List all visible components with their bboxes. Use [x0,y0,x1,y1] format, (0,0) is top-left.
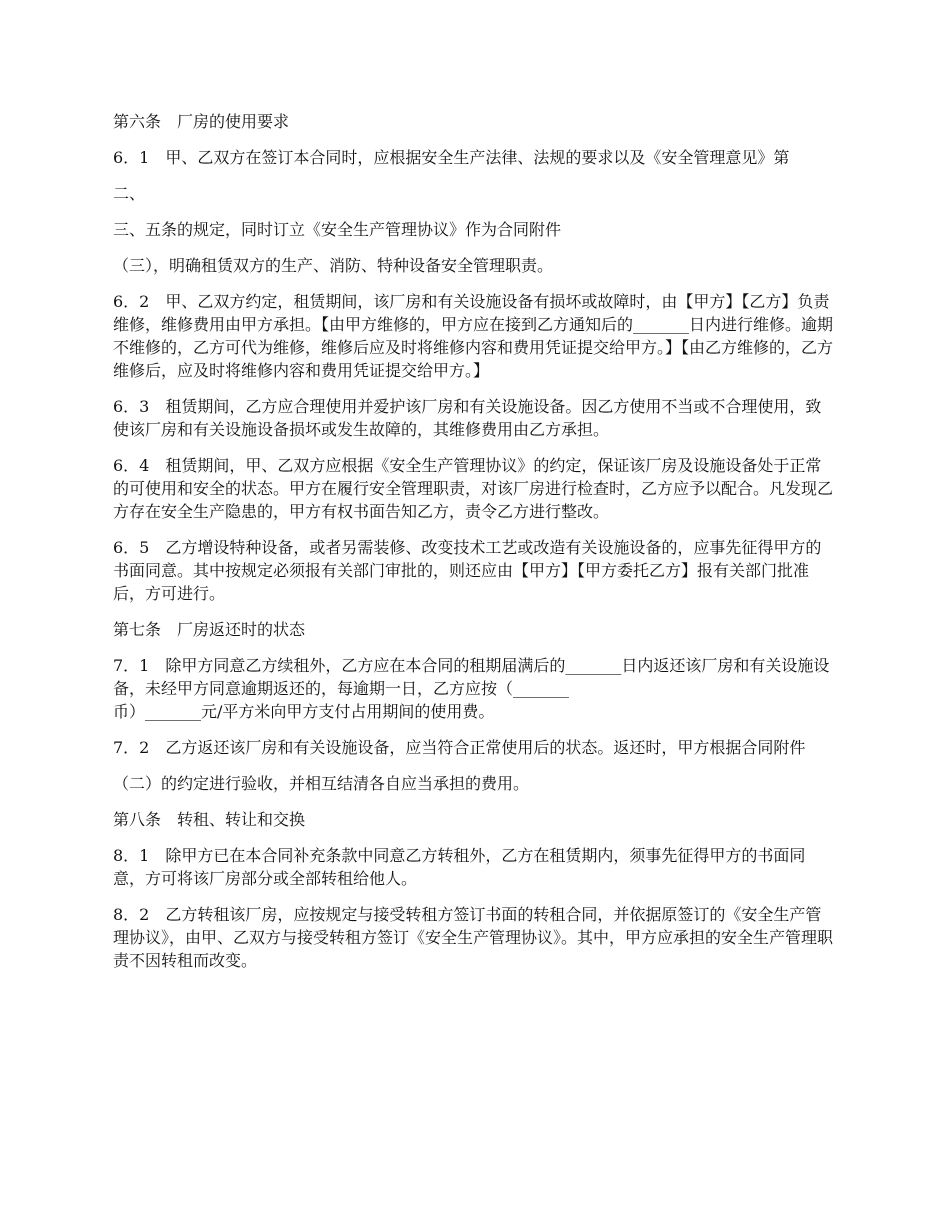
clause-7-2: 7．2 乙方返还该厂房和有关设施设备，应当符合正常使用后的状态。返还时，甲方根据合同附件 [113,738,806,757]
clause-6-1-item-3-5: 三、五条的规定，同时订立《安全生产管理协议》作为合同附件 [113,220,562,239]
clause-7-2-annex-2: （二）的约定进行验收，并相互结清各自应当承担的费用。 [113,774,530,793]
clause-6-2: 6．2 甲、乙双方约定，租赁期间，该厂房和有关设施设备有损坏或故障时，由【甲方】【乙方】负责维修，维修费用由甲方承担。【由甲方维修的，甲方应在接到乙方通知后的_______日内进行维修。逾期不维修的，乙方可代为维修，维修后应及时将维修内容和费用凭证提交给甲方。】【由乙方维修的，乙方维修后，应及时将维修内容和费用凭证提交给甲方。】 [113,292,834,380]
clause-6-1: 6．1 甲、乙双方在签订本合同时，应根据安全生产法律、法规的要求以及《安全管理意见》第 [113,148,790,167]
clause-8-1: 8．1 除甲方已在本合同补充条款中同意乙方转租外，乙方在租赁期内，须事先征得甲方的书面同意，方可将该厂房部分或全部转租给他人。 [113,846,806,888]
clause-8-2: 8．2 乙方转租该厂房，应按规定与接受转租方签订书面的转租合同，并依据原签订的《安全生产管理协议》，由甲、乙双方与接受转租方签订《安全生产管理协议》。其中，甲方应承担的安全生产管理职责不因转租而改变。 [113,905,834,970]
clause-6-4: 6．4 租赁期间，甲、乙双方应根据《安全生产管理协议》的约定，保证该厂房及设施设备处于正常的可使用和安全的状态。甲方在履行安全管理职责，对该厂房进行检查时，乙方应予以配合。凡发现乙方存在安全生产隐患的，甲方有权书面告知乙方，责令乙方进行整改。 [113,456,834,521]
clause-6-5: 6．5 乙方增设特种设备，或者另需装修、改变技术工艺或改造有关设施设备的，应事先征得甲方的书面同意。其中按规定必须报有关部门审批的，则还应由【甲方】【甲方委托乙方】报有关部门批准后，方可进行。 [113,538,822,603]
article-6-heading: 第六条 厂房的使用要求 [113,112,290,131]
document-page [113,110,833,985]
clause-6-3: 6．3 租赁期间，乙方应合理使用并爱护该厂房和有关设施设备。因乙方使用不当或不合理使用，致使该厂房和有关设施设备损坏或发生故障的，其维修费用由乙方承担。 [113,397,822,439]
clause-7-1: 7．1 除甲方同意乙方续租外，乙方应在本合同的租期届满后的_______日内返还该厂房和有关设施设备，未经甲方同意逾期返还的，每逾期一日，乙方应按（_______ 币）_______元/平方米向甲方支付占用期间的使用费。 [113,656,830,721]
article-8-heading: 第八条 转租、转让和交换 [113,810,306,829]
article-7-heading: 第七条 厂房返还时的状态 [113,620,306,639]
clause-6-1-annex-3: （三），明确租赁双方的生产、消防、特种设备安全管理职责。 [113,256,554,275]
clause-6-1-item-2: 二、 [113,184,146,203]
